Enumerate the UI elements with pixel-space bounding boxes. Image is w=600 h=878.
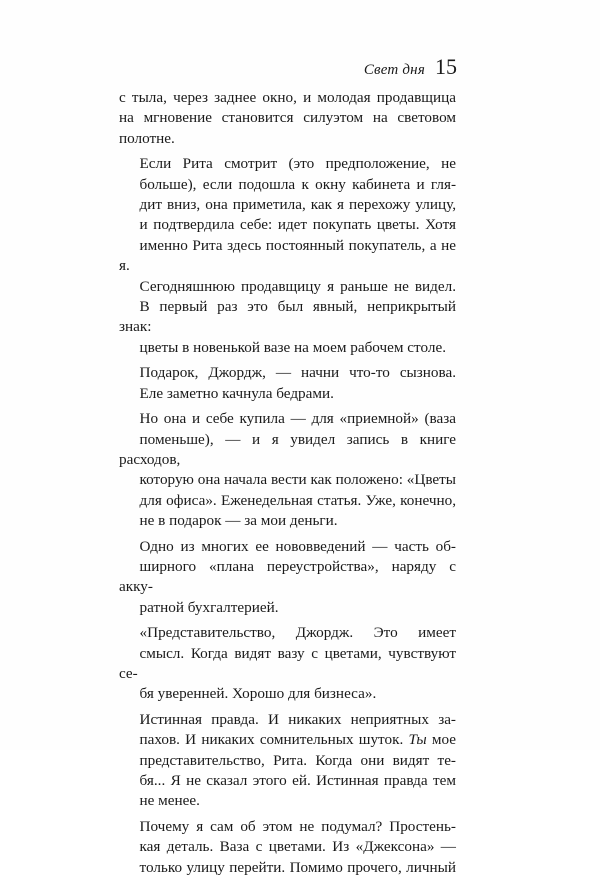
text-line: не в подарок — за мои деньги. — [139, 512, 338, 530]
text-line: Если Рита смотрит (это предположение, не — [139, 155, 456, 173]
text-line: которую она начала вести как положено: «Цветы — [139, 471, 456, 489]
text-line: Одно из многих ее нововведений — часть об- — [139, 537, 456, 555]
text-line: поменьше), — и я увидел запись в книге расходов, — [119, 430, 456, 468]
paragraph-4 — [119, 409, 456, 531]
paragraph-6 — [119, 623, 456, 705]
text-line: Сегодняшнюю продавщицу я раньше не видел. — [139, 277, 456, 295]
text-line: именно Рита здесь постоянный покупатель, а не я. — [119, 236, 456, 275]
text-line: бя... Я не сказал этого ей. Истинная правда тем — [139, 772, 456, 789]
text-line: на мгновение становится силуэтом на световом — [119, 109, 456, 127]
text-line: Почему я сам об этом не подумал? Простень- — [139, 817, 456, 835]
text-line: смысл. Когда видят вазу с цветами, чувствуют се- — [119, 644, 456, 682]
text-segment: мое — [431, 731, 457, 749]
text-line: Истинная правда. И никаких неприятных за- — [139, 710, 456, 728]
paragraph-1 — [119, 88, 456, 149]
paragraph-8 — [119, 817, 456, 878]
text-line: с тыла, через заднее окно, и молодая продавщица — [119, 89, 456, 106]
text-line: представительство, Рита. Когда они видят те- — [139, 751, 456, 769]
text-line: и подтвердила себе: идет покупать цветы. Хотя — [139, 216, 456, 234]
paragraph-7 — [119, 710, 456, 812]
text-line: не менее. — [139, 792, 200, 810]
text-line: ратной бухгалтерией. — [139, 598, 279, 616]
paragraph-2 — [119, 154, 456, 358]
text-line: ширного «плана переустройства», наряду с акку- — [119, 557, 456, 596]
text-line: цветы в новенькой вазе на моем рабочем столе. — [139, 338, 446, 356]
text-line: для офиса». Еженедельная статья. Уже, конечно, — [139, 491, 456, 509]
text-line: Подарок, Джордж, — начни что-то сызнова. — [139, 364, 456, 382]
paragraph-3 — [119, 363, 456, 404]
text-line: полотне. — [119, 129, 175, 147]
text-line: В первый раз это был явный, неприкрытый знак: — [119, 298, 456, 336]
text-line: Но она и себе купила — для «приемной» (ваза — [139, 410, 456, 428]
text-line: дит вниз, она приметила, как я перехожу улицу, — [139, 196, 456, 214]
text-line: только улицу перейти. Помимо прочего, личный — [139, 858, 456, 876]
text-line: кая деталь. Ваза с цветами. Из «Джексона» — — [139, 838, 456, 856]
body-text — [119, 88, 456, 878]
text-line: «Представительство, Джордж. Это имеет — [139, 624, 456, 642]
page-number: 15 — [435, 54, 457, 79]
running-header — [364, 56, 457, 79]
running-title: Свет дня — [363, 62, 425, 78]
text-line-mixed — [119, 730, 456, 750]
text-segment: пахов. И никаких сомнительных шуток. — [139, 731, 404, 749]
italic-word: Ты — [408, 731, 427, 749]
paragraph-5 — [119, 537, 456, 619]
text-line: Еле заметно качнула бедрами. — [139, 384, 334, 402]
text-line: больше), если подошла к окну кабинета и гля- — [139, 175, 456, 193]
text-line: бя уверенней. Хорошо для бизнеса». — [139, 685, 377, 703]
